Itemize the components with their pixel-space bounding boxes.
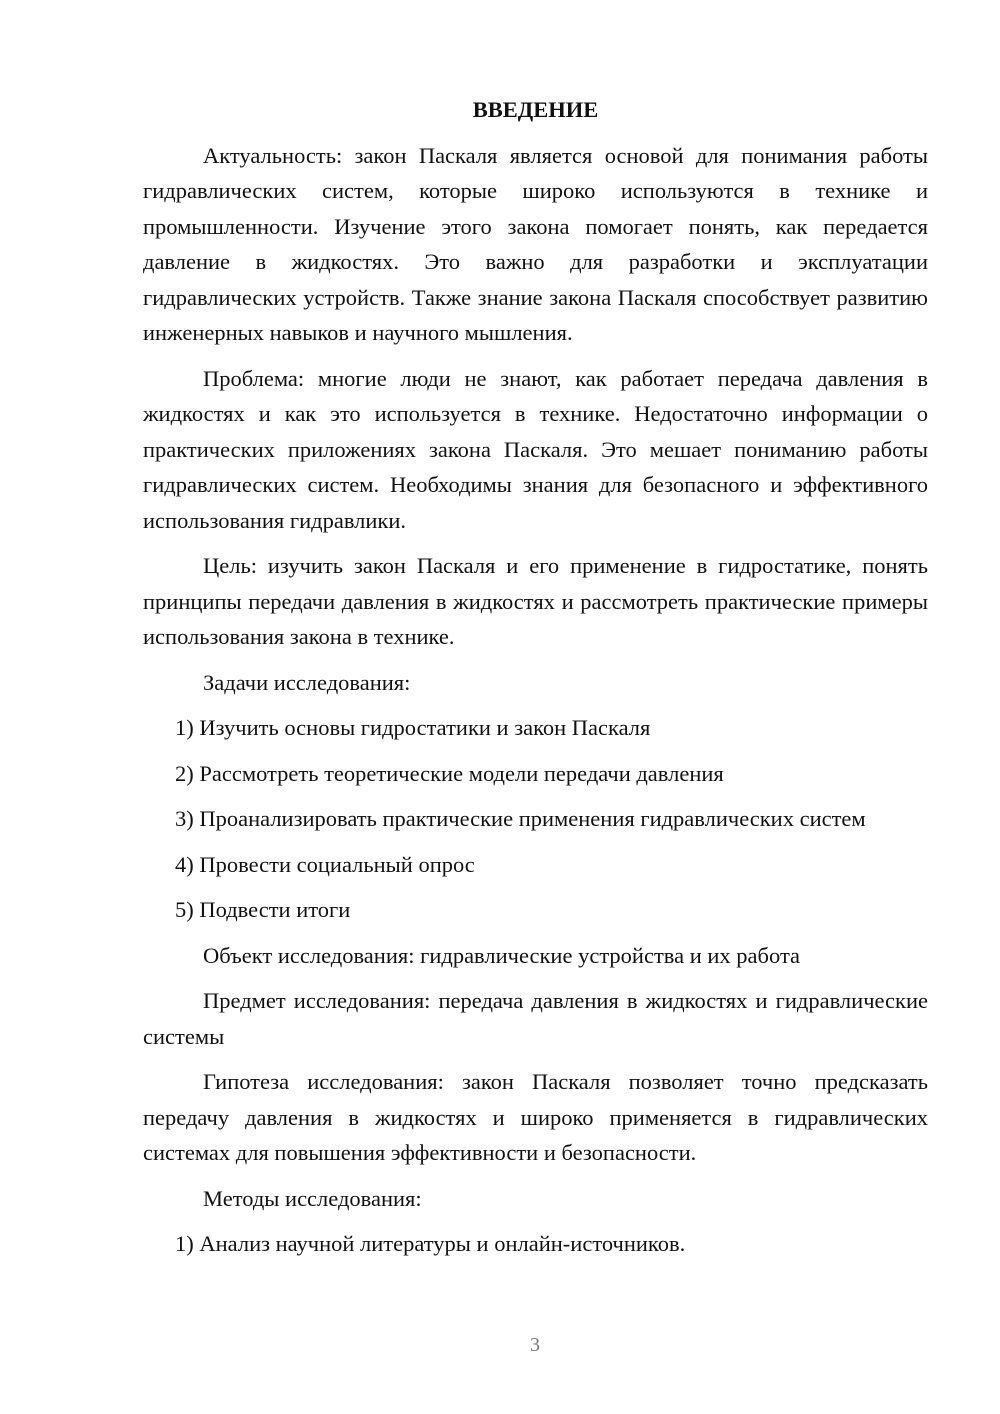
list-item-task-3: 3) Проанализировать практические применения гидравлических систем	[175, 806, 866, 831]
paragraph-tasks-title: Задачи исследования:	[203, 669, 411, 695]
paragraph-hypothesis: Гипотеза исследования: закон Паскаля позволяет точно предсказать передачу давления в жидкостях и широко применяется в гидравлических системах для повышения эффективности и безопасности.	[143, 1069, 928, 1165]
page-number: 3	[530, 1334, 540, 1356]
section-heading: ВВЕДЕНИЕ	[472, 97, 599, 122]
page-content	[143, 92, 928, 1272]
paragraph-problem: Проблема: многие люди не знают, как работает передача давления в жидкостях и как это используется в технике. Недостаточно информации о практических приложениях закона Паскаля. Это мешает пониманию работы гидравлических систем. Необходимы знания для безопасного и эффективного использования гидравлики.	[143, 365, 928, 533]
paragraph-methods-title: Методы исследования:	[203, 1185, 422, 1211]
paragraph-object: Объект исследования: гидравлические устройства и их работа	[203, 942, 801, 968]
list-item-task-4: 4) Провести социальный опрос	[175, 851, 475, 877]
list-item-task-1: 1) Изучить основы гидростатики и закон Паскаля	[175, 715, 651, 740]
list-item-task-5: 5) Подвести итоги	[175, 897, 351, 922]
paragraph-subject: Предмет исследования: передача давления в жидкостях и гидравлические системы	[143, 988, 928, 1049]
paragraph-goal: Цель: изучить закон Паскаля и его применение в гидростатике, понять принципы передачи давления в жидкостях и рассмотреть практические примеры использования закона в технике.	[143, 553, 928, 649]
list-item-method-1: 1) Анализ научной литературы и онлайн-источников.	[175, 1231, 686, 1256]
list-item-task-2: 2) Рассмотреть теоретические модели передачи давления	[175, 760, 724, 786]
paragraph-relevance: Актуальность: закон Паскаля является основой для понимания работы гидравлических систем, которые широко используются в технике и промышленности. Изучение этого закона помогает понять, как передается давление в жидкостях. Это важно для разработки и эксплуатации гидравлических устройств. Также знание закона Паскаля способствует развитию инженерных навыков и научного мышления.	[143, 142, 928, 345]
